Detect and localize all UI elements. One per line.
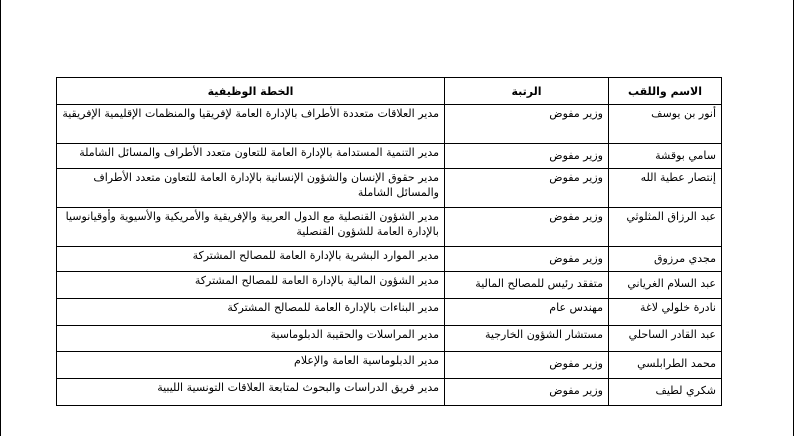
table-row (57, 326, 722, 352)
table-row (57, 379, 722, 406)
page-left-border (0, 0, 1, 436)
table-row (57, 272, 722, 299)
cell-name: شكري لطيف (609, 379, 722, 406)
cell-rank: وزير مفوض (445, 144, 609, 169)
cell-name: نادرة خلولي لاغة (609, 299, 722, 326)
table-row (57, 144, 722, 169)
cell-plan: مدير فريق الدراسات والبحوث لمتابعة العلاقات التونسية الليبية (57, 379, 445, 406)
cell-rank: متفقد رئيس للمصالح المالية (445, 272, 609, 299)
cell-rank: وزير مفوض (445, 352, 609, 379)
cell-rank: وزير مفوض (445, 105, 609, 144)
cell-plan: مدير العلاقات متعددة الأطراف بالإدارة العامة لإفريقيا والمنظمات الإقليمية الإفريقية (57, 105, 445, 144)
table-row (57, 169, 722, 208)
table-row (57, 105, 722, 144)
cell-name: محمد الطرابلسي (609, 352, 722, 379)
cell-name: أنور بن يوسف (609, 105, 722, 144)
cell-rank: وزير مفوض (445, 169, 609, 208)
cell-name: مجدي مرزوق (609, 247, 722, 272)
cell-rank: مهندس عام (445, 299, 609, 326)
cell-plan: مدير الشؤون القنصلية مع الدول العربية والإفريقية والأمريكية والأسيوية وأوقيانوسيا بالإدارة العامة للشؤون القنصلية (57, 208, 445, 247)
cell-name: عبد القادر الساحلي (609, 326, 722, 352)
header-plan: الخطة الوظيفية (57, 78, 445, 105)
cell-plan: مدير الموارد البشرية بالإدارة العامة للمصالح المشتركة (57, 247, 445, 272)
page-right-border (793, 0, 794, 436)
cell-plan: مدير حقوق الإنسان والشؤون الإنسانية بالإدارة العامة للتعاون متعدد الأطراف والمسائل الشاملة (57, 169, 445, 208)
staff-table (56, 77, 722, 406)
cell-plan: مدير الشؤون المالية بالإدارة العامة للمصالح المشتركة (57, 272, 445, 299)
cell-rank: وزير مفوض (445, 208, 609, 247)
table-header-row (57, 78, 722, 105)
cell-plan: مدير التنمية المستدامة بالإدارة العامة للتعاون متعدد الأطراف والمسائل الشاملة (57, 144, 445, 169)
table-row (57, 247, 722, 272)
header-name: الاسم واللقب (609, 78, 722, 105)
cell-name: إنتصار عطية الله (609, 169, 722, 208)
header-rank: الرتبة (445, 78, 609, 105)
cell-rank: وزير مفوض (445, 247, 609, 272)
cell-name: سامي بوقشة (609, 144, 722, 169)
table-row (57, 352, 722, 379)
cell-rank: وزير مفوض (445, 379, 609, 406)
table-row (57, 299, 722, 326)
cell-rank: مستشار الشؤون الخارجية (445, 326, 609, 352)
cell-name: عبد السلام الغرياني (609, 272, 722, 299)
cell-plan: مدير البناءات بالإدارة العامة للمصالح المشتركة (57, 299, 445, 326)
table-row (57, 208, 722, 247)
cell-plan: مدير المراسلات والحقيبة الدبلوماسية (57, 326, 445, 352)
cell-name: عبد الرزاق المثلوثي (609, 208, 722, 247)
cell-plan: مدير الدبلوماسية العامة والإعلام (57, 352, 445, 379)
